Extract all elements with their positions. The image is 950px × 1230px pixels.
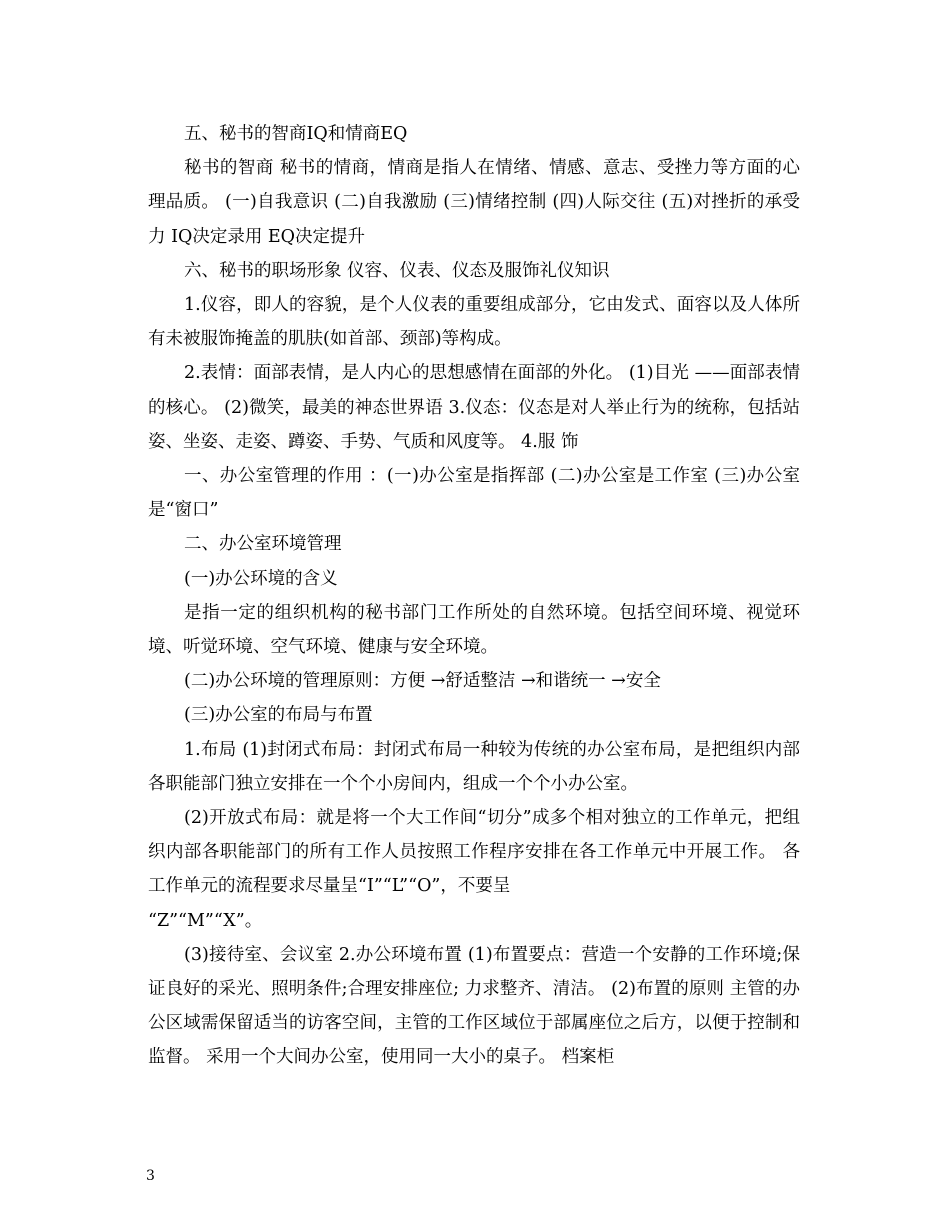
- paragraph-arrangement: (3)接待室、会议室 2.办公环境布置 (1)布置要点：营造一个安静的工作环境;保证良好的采光、照明条件;合理安排座位; 力求整齐、清洁。 (2)布置的原则 主管的办公区域需保留适当的访客空间，主管的工作区域位于部属座位之后方，以便于控制和监督。 采用一个大间办公室，使用同一大小的桌子。 档案柜: [148, 944, 800, 1068]
- paragraph-open-layout-continued: “Z”“M”“X”。: [148, 910, 263, 931]
- page-number: 3: [146, 1168, 155, 1184]
- paragraph-open-layout: (2)开放式布局：就是将一个大工作间“切分”成多个相对独立的工作单元，把组织内部各职能部门的所有工作人员按照工作程序安排在各工作单元中开展工作。 各工作单元的流程要求尽量呈“I”“L”“O”，不要呈: [148, 808, 800, 897]
- paragraph-closed-layout: 1.布局 (1)封闭式布局：封闭式布局一种较为传统的办公室布局，是把组织内部各职能部门独立安排在一个个小房间内，组成一个个小办公室。: [148, 739, 800, 794]
- paragraph-iq-eq: 秘书的智商 秘书的情商，情商是指人在情绪、情感、意志、受挫力等方面的心理品质。 (一)自我意识 (二)自我激励 (三)情绪控制 (四)人际交往 (五)对挫折的承受力 IQ决定录用 EQ决定提升: [148, 158, 800, 247]
- section-heading-iq-eq: 五、秘书的智商IQ和情商EQ: [184, 124, 408, 144]
- section-heading-office-env: 二、办公室环境管理: [184, 534, 342, 555]
- document-body: [148, 117, 800, 1075]
- subheading-layout: (三)办公室的布局与布置: [184, 705, 373, 726]
- paragraph-appearance: 1.仪容，即人的容貌，是个人仪表的重要组成部分，它由发式、面容以及人体所有未被服饰掩盖的肌肤(如首部、颈部)等构成。: [148, 295, 800, 350]
- paragraph-expression: 2.表情：面部表情，是人内心的思想感情在面部的外化。 (1)目光 ——面部表情的核心。 (2)微笑，最美的神态世界语 3.仪态：仪态是对人举止行为的统称，包括站姿、坐姿、走姿、蹲姿、手势、气质和风度等。 4.服 饰: [148, 363, 800, 452]
- paragraph-env-principles: (二)办公环境的管理原则：方便 →舒适整洁 →和谐统一 →安全: [184, 671, 661, 692]
- section-heading-image: 六、秘书的职场形象 仪容、仪表、仪态及服饰礼仪知识: [184, 260, 610, 281]
- paragraph-env-meaning: 是指一定的组织机构的秘书部门工作所处的自然环境。包括空间环境、视觉环境、听觉环境、空气环境、健康与安全环境。: [148, 602, 800, 658]
- subheading-env-meaning: (一)办公环境的含义: [184, 568, 338, 589]
- paragraph-office-role: 一、办公室管理的作用 ：(一)办公室是指挥部 (二)办公室是工作室 (三)办公室是“窗口”: [148, 466, 800, 521]
